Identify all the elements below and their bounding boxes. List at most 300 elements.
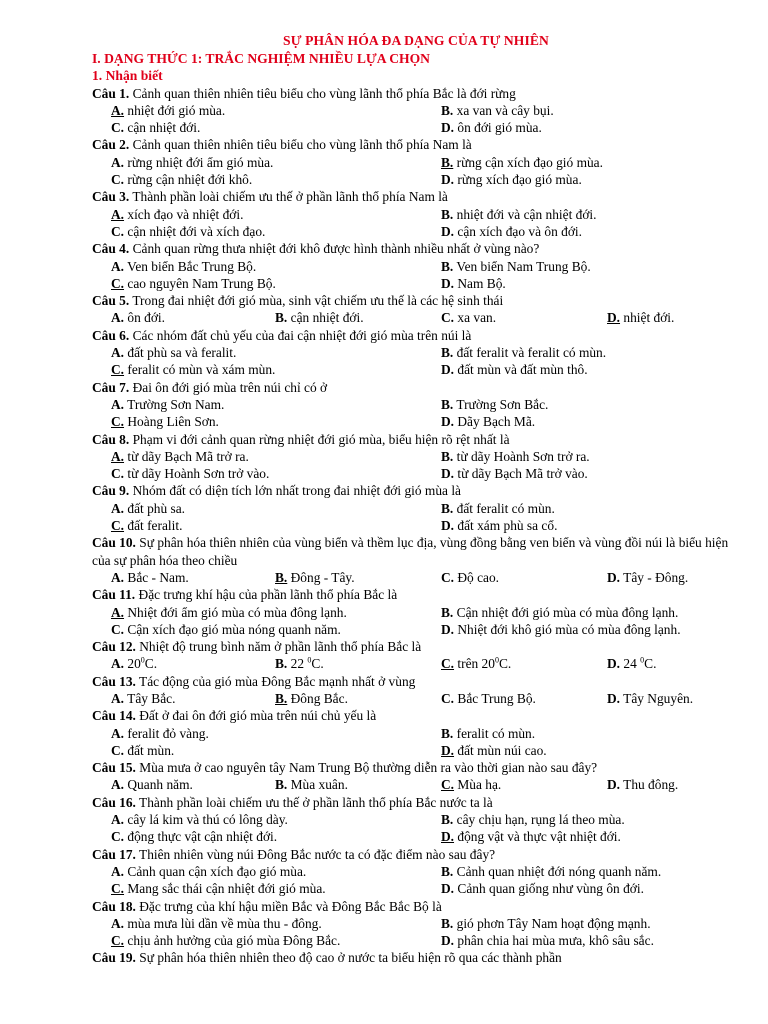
option-letter: B. — [441, 448, 454, 464]
options-row — [92, 932, 740, 949]
answer-option — [441, 863, 661, 880]
option-text: Tây - Đông. — [623, 569, 689, 585]
answer-option — [441, 396, 548, 413]
question-number: Câu 14. — [92, 708, 136, 724]
question-stem — [92, 240, 740, 257]
question-number: Câu 17. — [92, 846, 136, 862]
options-row — [92, 102, 740, 119]
option-letter: C. — [441, 777, 455, 793]
answer-option — [441, 344, 606, 361]
answer-option — [111, 915, 322, 932]
answer-option — [111, 690, 175, 707]
option-text: Tây Nguyên. — [623, 690, 694, 706]
option-letter: D. — [441, 829, 455, 845]
option-text: đất xám phù sa cổ. — [457, 518, 558, 534]
answer-option — [441, 880, 644, 897]
option-text: 22 — [290, 656, 308, 672]
options-row — [92, 776, 740, 793]
option-text: cây chịu hạn, rụng lá theo mùa. — [456, 812, 625, 828]
question-number: Câu 2. — [92, 137, 130, 153]
answer-option — [441, 621, 681, 638]
options-row — [92, 223, 740, 240]
option-letter: A. — [111, 915, 125, 931]
option-text: Hoàng Liên Sơn. — [127, 414, 219, 430]
answer-option — [607, 655, 656, 672]
question-text: Mùa mưa ở cao nguyên tây Nam Trung Bộ thường diễn ra vào thời gian nào sau đây? — [139, 760, 598, 776]
option-text: từ dãy Hoành Sơn trở vào. — [127, 466, 270, 482]
options-row — [92, 448, 740, 465]
option-text: Nam Bộ. — [457, 275, 506, 291]
question-text: Trong đai nhiệt đới gió mùa, sinh vật chiếm ưu thế là các hệ sinh thái — [132, 293, 504, 309]
answer-option — [111, 223, 265, 240]
subsection-heading: 1. Nhận biết — [92, 68, 163, 84]
option-text: mùa mưa lùi dần về mùa thu - đông. — [127, 915, 322, 931]
option-text: Trường Sơn Nam. — [127, 396, 225, 412]
question-number: Câu 12. — [92, 639, 136, 655]
option-letter: A. — [111, 500, 125, 516]
option-letter: B. — [441, 915, 454, 931]
options-row — [92, 361, 740, 378]
answer-option — [441, 776, 501, 793]
question — [92, 759, 740, 794]
question-number: Câu 10. — [92, 535, 136, 551]
question-number: Câu 8. — [92, 431, 130, 447]
option-text: ôn đới gió mùa. — [457, 120, 542, 136]
option-letter: D. — [607, 656, 621, 672]
question-stem — [92, 846, 740, 863]
option-unit: C. — [311, 656, 324, 672]
answer-option — [275, 569, 355, 586]
option-text: Cận nhiệt đới gió mùa có mùa đông lạnh. — [456, 604, 679, 620]
question — [92, 431, 740, 483]
option-letter: B. — [275, 777, 288, 793]
option-text: đất feralit và feralit có mùn. — [456, 345, 607, 361]
answer-option — [111, 206, 243, 223]
question-number: Câu 16. — [92, 794, 136, 810]
question-number: Câu 1. — [92, 85, 130, 101]
answer-option — [275, 655, 324, 672]
option-text: phân chia hai mùa mưa, khô sâu sắc. — [457, 933, 654, 949]
options-row — [92, 811, 740, 828]
option-letter: B. — [441, 863, 454, 879]
answer-option — [441, 828, 621, 845]
option-text: Dãy Bạch Mã. — [457, 414, 536, 430]
question — [92, 794, 740, 846]
option-letter: D. — [441, 621, 455, 637]
question-text: Nhóm đất có diện tích lớn nhất trong đai nhiệt đới gió mùa là — [132, 483, 461, 499]
option-text: Cận xích đạo gió mùa nóng quanh năm. — [127, 621, 341, 637]
option-text: Cảnh quan nhiệt đới nóng quanh năm. — [456, 863, 662, 879]
degree-superscript: 0 — [307, 655, 312, 665]
options-row — [92, 413, 740, 430]
option-text: cận xích đạo và ôn đới. — [457, 223, 582, 239]
question-stem — [92, 707, 740, 724]
option-text: Quanh năm. — [127, 777, 193, 793]
question-stem — [92, 759, 740, 776]
option-letter: C. — [441, 690, 455, 706]
option-text: gió phơn Tây Nam hoạt động mạnh. — [456, 915, 651, 931]
question-stem — [92, 794, 740, 811]
option-letter: A. — [111, 258, 125, 274]
option-text: đất mùn. — [127, 742, 175, 758]
question — [92, 327, 740, 379]
answer-option — [111, 655, 157, 672]
question-number: Câu 18. — [92, 898, 136, 914]
options-row — [92, 171, 740, 188]
question-text: Thành phần loài chiếm ưu thế ở phần lãnh thổ phía Nam là — [132, 189, 448, 205]
question-text: Sự phân hóa thiên nhiên của vùng biển và thềm lục địa, vùng đồng bằng ven biển và vùng đồi núi là biểu hiện của sự phân hóa theo chiều — [92, 535, 729, 568]
options-row — [92, 119, 740, 136]
question-number: Câu 3. — [92, 189, 130, 205]
answer-option — [111, 776, 193, 793]
option-letter: C. — [111, 414, 125, 430]
answer-option — [607, 309, 674, 326]
option-letter: C. — [111, 466, 125, 482]
answer-option — [111, 344, 236, 361]
options-row — [92, 344, 740, 361]
option-letter: B. — [441, 206, 454, 222]
option-text: 20 — [127, 656, 141, 672]
answer-option — [111, 154, 273, 171]
option-letter: A. — [111, 206, 125, 222]
answer-option — [441, 102, 554, 119]
answer-option — [111, 880, 326, 897]
question-stem — [92, 379, 740, 396]
answer-option — [111, 309, 165, 326]
question-number: Câu 6. — [92, 327, 130, 343]
option-letter: D. — [607, 569, 621, 585]
question-number: Câu 9. — [92, 483, 130, 499]
option-text: cận nhiệt đới. — [290, 310, 364, 326]
option-letter: C. — [111, 881, 125, 897]
option-letter: C. — [441, 656, 455, 672]
answer-option — [441, 932, 654, 949]
answer-option — [441, 448, 590, 465]
option-text: 24 — [623, 656, 641, 672]
option-letter: B. — [441, 345, 454, 361]
options-row — [92, 569, 740, 586]
option-letter: D. — [441, 223, 455, 239]
option-letter: B. — [275, 310, 288, 326]
answer-option — [441, 811, 625, 828]
answer-option — [441, 275, 506, 292]
question-text: Cảnh quan thiên nhiên tiêu biểu cho vùng lãnh thổ phía Bắc là đới rừng — [132, 85, 516, 101]
options-row — [92, 621, 740, 638]
answer-option — [441, 500, 555, 517]
option-text: rừng nhiệt đới ẩm gió mùa. — [127, 154, 274, 170]
question-text: Đất ở đai ôn đới gió mùa trên núi chủ yếu là — [139, 708, 377, 724]
question-stem — [92, 482, 740, 499]
option-letter: A. — [111, 690, 125, 706]
options-row — [92, 258, 740, 275]
options-row — [92, 500, 740, 517]
section-heading: I. DẠNG THỨC 1: TRẮC NGHIỆM NHIỀU LỰA CHỌN — [92, 51, 430, 66]
answer-option — [441, 171, 582, 188]
option-text: Ven biển Nam Trung Bộ. — [456, 258, 591, 274]
options-row — [92, 154, 740, 171]
question-number: Câu 15. — [92, 760, 136, 776]
option-text: rừng xích đạo gió mùa. — [457, 172, 582, 188]
option-text: Mùa hạ. — [457, 777, 502, 793]
question-stem — [92, 292, 740, 309]
option-text: chịu ảnh hưởng của gió mùa Đông Bắc. — [127, 933, 341, 949]
option-letter: D. — [607, 690, 621, 706]
option-letter: A. — [111, 396, 125, 412]
option-letter: A. — [111, 448, 125, 464]
answer-option — [111, 621, 341, 638]
option-letter: C. — [111, 275, 125, 291]
answer-option — [111, 448, 249, 465]
question-stem — [92, 188, 740, 205]
answer-option — [111, 500, 185, 517]
option-letter: C. — [111, 518, 125, 534]
option-letter: A. — [111, 812, 125, 828]
question-text: Đặc trưng của khí hậu miền Bắc và Đông Bắc Bắc Bộ là — [139, 898, 442, 914]
option-text: Bắc Trung Bộ. — [457, 690, 536, 706]
question-stem — [92, 586, 740, 603]
option-text: Cảnh quan giống như vùng ôn đới. — [457, 881, 644, 897]
option-letter: D. — [441, 466, 455, 482]
answer-option — [111, 413, 219, 430]
option-text: xích đạo và nhiệt đới. — [127, 206, 244, 222]
option-letter: D. — [441, 362, 455, 378]
answer-option — [111, 828, 277, 845]
answer-option — [111, 465, 269, 482]
option-letter: B. — [275, 656, 288, 672]
option-letter: D. — [607, 310, 621, 326]
option-letter: B. — [441, 258, 454, 274]
answer-option — [441, 655, 511, 672]
question-stem — [92, 898, 740, 915]
option-letter: A. — [111, 102, 125, 118]
answer-option — [441, 309, 496, 326]
option-text: nhiệt đới gió mùa. — [127, 102, 226, 118]
question-text: Cảnh quan rừng thưa nhiệt đới khô được hình thành nhiều nhất ở vùng nào? — [132, 241, 540, 257]
question — [92, 379, 740, 431]
options-row — [92, 690, 740, 707]
question-text: Đai ôn đới gió mùa trên núi chỉ có ở — [132, 379, 328, 395]
option-letter: A. — [111, 569, 125, 585]
option-letter: B. — [441, 396, 454, 412]
option-text: đất phù sa. — [127, 500, 186, 516]
answer-option — [607, 690, 693, 707]
option-text: Đông Bắc. — [290, 690, 348, 706]
option-letter: C. — [111, 223, 125, 239]
question-text: Thiên nhiên vùng núi Đông Bắc nước ta có đặc điểm nào sau đây? — [139, 846, 496, 862]
option-text: cây lá kim và thú có lông dày. — [127, 812, 288, 828]
question-text: Phạm vi đới cảnh quan rừng nhiệt đới gió mùa, biểu hiện rõ rệt nhất là — [132, 431, 510, 447]
option-letter: D. — [441, 933, 455, 949]
option-letter: A. — [111, 345, 125, 361]
option-unit: C. — [498, 656, 512, 672]
options-row — [92, 742, 740, 759]
answer-option — [111, 396, 224, 413]
option-text: rừng cận xích đạo gió mùa. — [456, 154, 603, 170]
answer-option — [441, 361, 588, 378]
option-text: trên 20 — [457, 656, 495, 672]
options-row — [92, 915, 740, 932]
question — [92, 638, 740, 673]
option-letter: D. — [441, 881, 455, 897]
option-letter: D. — [441, 518, 455, 534]
option-text: feralit có mùn. — [456, 725, 536, 741]
option-letter: C. — [111, 621, 125, 637]
question-text: Sự phân hóa thiên nhiên theo độ cao ở nước ta biểu hiện rõ qua các thành phần — [139, 950, 562, 966]
option-text: Ven biển Bắc Trung Bộ. — [127, 258, 257, 274]
answer-option — [111, 275, 276, 292]
option-letter: D. — [441, 172, 455, 188]
answer-option — [111, 569, 189, 586]
answer-option — [111, 258, 256, 275]
option-text: ôn đới. — [127, 310, 165, 326]
answer-option — [111, 119, 200, 136]
option-text: đất mùn và đất mùn thô. — [457, 362, 588, 378]
option-letter: D. — [441, 275, 455, 291]
option-text: feralit có mùn và xám mùn. — [127, 362, 276, 378]
answer-option — [441, 725, 535, 742]
option-text: từ dãy Hoành Sơn trở ra. — [456, 448, 590, 464]
question — [92, 188, 740, 240]
question — [92, 482, 740, 534]
option-letter: D. — [607, 777, 621, 793]
options-row — [92, 309, 740, 326]
question-stem — [92, 638, 740, 655]
answer-option — [441, 569, 499, 586]
question — [92, 673, 740, 708]
option-letter: D. — [441, 120, 455, 136]
option-text: Nhiệt đới khô gió mùa có mùa đông lạnh. — [457, 621, 681, 637]
question-stem — [92, 673, 740, 690]
answer-option — [111, 361, 275, 378]
answer-option — [111, 742, 174, 759]
option-letter: C. — [111, 829, 125, 845]
option-text: từ dãy Bạch Mã trở vào. — [457, 466, 588, 482]
option-text: Bắc - Nam. — [127, 569, 189, 585]
option-text: Tây Bắc. — [127, 690, 176, 706]
answer-option — [111, 725, 209, 742]
options-row — [92, 880, 740, 897]
question-stem — [92, 136, 740, 153]
question-text: Các nhóm đất chủ yếu của đai cận nhiệt đới gió mùa trên núi là — [132, 327, 472, 343]
question-number: Câu 11. — [92, 587, 136, 603]
degree-superscript: 0 — [140, 655, 145, 665]
answer-option — [441, 154, 603, 171]
question-text: Cảnh quan thiên nhiên tiêu biểu cho vùng lãnh thổ phía Nam là — [132, 137, 472, 153]
option-letter: B. — [275, 690, 288, 706]
option-letter: A. — [111, 604, 125, 620]
document-title: SỰ PHÂN HÓA ĐA DẠNG CỦA TỰ NHIÊN — [283, 33, 549, 48]
option-letter: B. — [441, 812, 454, 828]
option-text: Thu đông. — [623, 777, 679, 793]
answer-option — [441, 258, 591, 275]
question — [92, 949, 740, 966]
option-text: nhiệt đới và cận nhiệt đới. — [456, 206, 597, 222]
option-unit: C. — [644, 656, 657, 672]
option-letter: A. — [111, 863, 125, 879]
answer-option — [441, 690, 536, 707]
option-letter: A. — [111, 154, 125, 170]
answer-option — [111, 517, 182, 534]
question-text: Đặc trưng khí hậu của phần lãnh thổ phía Bắc là — [138, 587, 398, 603]
option-letter: B. — [441, 500, 454, 516]
option-letter: B. — [441, 604, 454, 620]
question-stem — [92, 85, 740, 102]
question-number: Câu 4. — [92, 241, 130, 257]
option-letter: C. — [111, 120, 125, 136]
option-letter: A. — [111, 310, 125, 326]
answer-option — [441, 465, 588, 482]
answer-option — [441, 517, 557, 534]
option-text: rừng cận nhiệt đới khô. — [127, 172, 253, 188]
answer-option — [111, 811, 288, 828]
option-letter: A. — [111, 725, 125, 741]
answer-option — [275, 309, 364, 326]
answer-option — [275, 776, 348, 793]
question-list — [92, 85, 740, 967]
degree-superscript: 0 — [494, 655, 499, 665]
options-row — [92, 828, 740, 845]
options-row — [92, 396, 740, 413]
answer-option — [441, 742, 547, 759]
option-text: Trường Sơn Bắc. — [456, 396, 549, 412]
question-number: Câu 19. — [92, 950, 136, 966]
option-text: cận nhiệt đới và xích đạo. — [127, 223, 266, 239]
option-letter: C. — [111, 933, 125, 949]
question — [92, 85, 740, 137]
options-row — [92, 206, 740, 223]
option-letter: B. — [441, 154, 454, 170]
question — [92, 707, 740, 759]
option-text: Mang sắc thái cận nhiệt đới gió mùa. — [127, 881, 326, 897]
question-stem — [92, 431, 740, 448]
answer-option — [111, 102, 225, 119]
answer-option — [275, 690, 348, 707]
question — [92, 292, 740, 327]
options-row — [92, 517, 740, 534]
answer-option — [441, 915, 651, 932]
option-unit: C. — [144, 656, 158, 672]
option-letter: A. — [111, 777, 125, 793]
options-row — [92, 655, 740, 672]
document-page — [92, 32, 740, 967]
question-text: Tác động của gió mùa Đông Bắc mạnh nhất ở vùng — [139, 673, 416, 689]
answer-option — [441, 223, 582, 240]
option-text: cao nguyên Nam Trung Bộ. — [127, 275, 276, 291]
option-text: động vật và thực vật nhiệt đới. — [457, 829, 621, 845]
options-row — [92, 275, 740, 292]
option-letter: B. — [441, 725, 454, 741]
options-row — [92, 863, 740, 880]
question-stem — [92, 534, 740, 569]
question — [92, 898, 740, 950]
option-letter: C. — [111, 742, 125, 758]
option-text: xa van và cây bụi. — [456, 102, 554, 118]
option-text: đất phù sa và feralit. — [127, 345, 237, 361]
question-number: Câu 7. — [92, 379, 130, 395]
answer-option — [111, 932, 340, 949]
question-text: Thành phần loài chiếm ưu thế ở phần lãnh thổ phía Bắc nước ta là — [139, 794, 493, 810]
option-letter: C. — [111, 172, 125, 188]
option-letter: A. — [111, 656, 125, 672]
option-text: nhiệt đới. — [623, 310, 675, 326]
question-number: Câu 5. — [92, 293, 130, 309]
answer-option — [607, 569, 688, 586]
answer-option — [111, 863, 306, 880]
option-text: Độ cao. — [457, 569, 500, 585]
question-text: Nhiệt độ trung bình năm ở phần lãnh thổ phía Bắc là — [139, 639, 422, 655]
question — [92, 136, 740, 188]
option-text: đất mùn núi cao. — [457, 742, 547, 758]
